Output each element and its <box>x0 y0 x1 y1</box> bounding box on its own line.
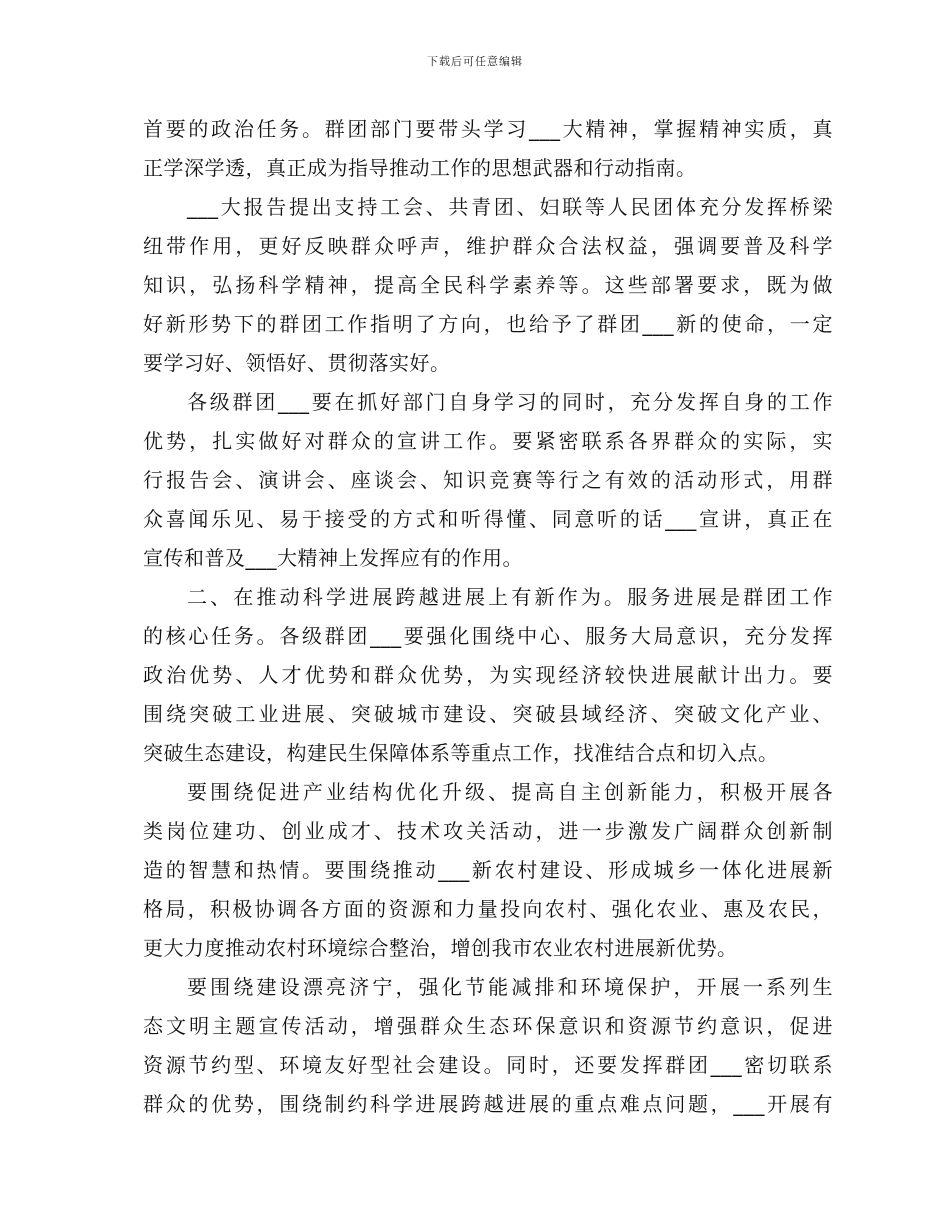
text-line: 要学习好、领悟好、贯彻落实好。 <box>143 351 451 375</box>
text-line: 更大力度推动农村环境综合整治，增创我市农业农村进展新优势。 <box>143 936 738 960</box>
document-body <box>143 110 833 1124</box>
text-line: 格局，积极协调各方面的资源和力量投向农村、强化农业、惠及农民， <box>143 897 833 921</box>
text-line: 类岗位建功、创业成才、技术攻关活动，进一步激发广阔群众创新制 <box>143 819 833 843</box>
text-line: 造的智慧和热情。要围绕推动___新农村建设、形成城乡一体化进展新 <box>143 858 833 882</box>
text-line: 资源节约型、环境友好型社会建设。同时，还要发挥群团___密切联系 <box>143 1053 833 1077</box>
text-line: 的核心任务。各级群团___要强化围绕中心、服务大局意识，充分发挥 <box>143 624 833 648</box>
text-line: 各级群团___要在抓好部门自身学习的同时，充分发挥自身的工作 <box>187 390 833 414</box>
page-header: 下载后可任意编辑 <box>427 55 523 68</box>
text-line: 好新形势下的群团工作指明了方向，也给予了群团___新的使命，一定 <box>143 312 833 336</box>
text-line: 宣传和普及___大精神上发挥应有的作用。 <box>143 546 523 570</box>
text-line: 众喜闻乐见、易于接受的方式和听得懂、同意听的话___宣讲，真正在 <box>143 507 833 531</box>
text-line: 要围绕建设漂亮济宁，强化节能减排和环境保护，开展一系列生 <box>187 975 833 999</box>
text-line: 要围绕促进产业结构优化升级、提高自主创新能力，积极开展各 <box>187 780 833 804</box>
text-line: 纽带作用，更好反映群众呼声，维护群众合法权益，强调要普及科学 <box>143 234 833 258</box>
text-line: 政治优势、人才优势和群众优势，为实现经济较快进展献计出力。要 <box>143 663 833 687</box>
text-line: 群众的优势，围绕制约科学进展跨越进展的重点难点问题，___开展有 <box>143 1092 833 1116</box>
text-line: 正学深学透，真正成为指导推动工作的思想武器和行动指南。 <box>143 156 697 180</box>
text-line: ___大报告提出支持工会、共青团、妇联等人民团体充分发挥桥梁 <box>187 195 833 219</box>
text-line: 态文明主题宣传活动，增强群众生态环保意识和资源节约意识，促进 <box>143 1014 833 1038</box>
text-line: 行报告会、演讲会、座谈会、知识竞赛等行之有效的活动形式，用群 <box>143 468 833 492</box>
text-line: 优势，扎实做好对群众的宣讲工作。要紧密联系各界群众的实际，实 <box>143 429 833 453</box>
text-line: 知识，弘扬科学精神，提高全民科学素养等。这些部署要求，既为做 <box>143 273 833 297</box>
text-line: 突破生态建设，构建民生保障体系等重点工作，找准结合点和切入点。 <box>143 741 779 765</box>
text-line: 首要的政治任务。群团部门要带头学习___大精神，掌握精神实质，真 <box>143 117 833 141</box>
text-line: 二、在推动科学进展跨越进展上有新作为。服务进展是群团工作 <box>187 585 833 609</box>
text-line: 围绕突破工业进展、突破城市建设、突破县域经济、突破文化产业、 <box>143 702 833 726</box>
